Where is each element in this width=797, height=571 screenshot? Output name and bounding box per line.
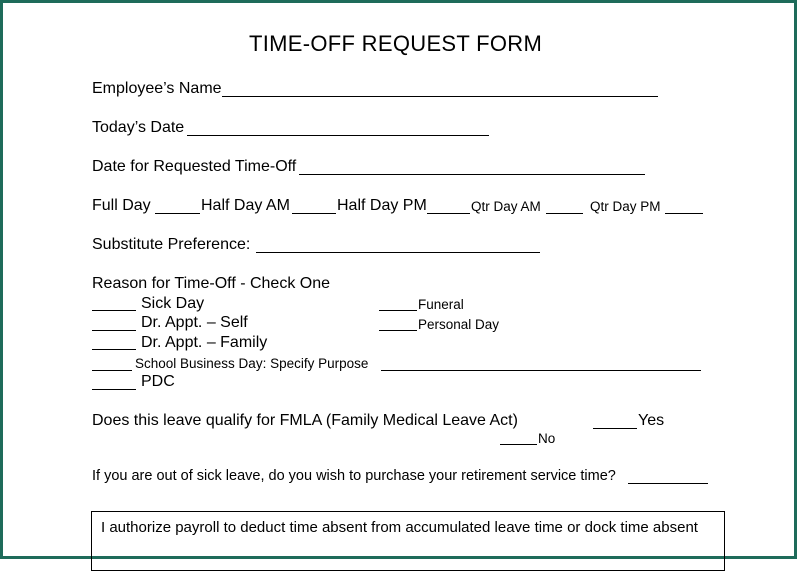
sick-day-label: Sick Day bbox=[141, 295, 205, 312]
requested-date-field[interactable] bbox=[299, 159, 645, 175]
full-day-label: Full Day bbox=[92, 197, 151, 214]
school-business-purpose-field[interactable] bbox=[381, 355, 701, 371]
funeral-label: Funeral bbox=[418, 297, 464, 312]
school-business-checkbox[interactable] bbox=[92, 355, 132, 371]
personal-day-label: Personal Day bbox=[418, 317, 500, 332]
todays-date-field[interactable] bbox=[187, 120, 489, 136]
employee-name-field[interactable] bbox=[222, 81, 658, 97]
half-day-pm-label: Half Day PM bbox=[337, 197, 427, 214]
substitute-label: Substitute Preference: bbox=[92, 236, 251, 253]
qtr-day-pm-field[interactable] bbox=[665, 198, 703, 214]
fmla-question: Does this leave qualify for FMLA (Family Medical Leave Act) bbox=[92, 412, 518, 429]
fmla-yes-checkbox[interactable] bbox=[593, 413, 637, 429]
pdc-checkbox[interactable] bbox=[92, 374, 136, 390]
sick-day-checkbox[interactable] bbox=[92, 295, 136, 311]
sick-leave-question: If you are out of sick leave, do you wish to purchase your retirement service time? bbox=[92, 468, 616, 484]
qtr-day-am-field[interactable] bbox=[546, 198, 583, 214]
half-day-am-field[interactable] bbox=[292, 198, 336, 214]
fmla-no-label: No bbox=[538, 431, 556, 446]
sick-leave-answer-field[interactable] bbox=[628, 468, 708, 484]
qtr-day-am-label: Qtr Day AM bbox=[471, 199, 541, 214]
qtr-day-pm-label: Qtr Day PM bbox=[590, 199, 661, 214]
half-day-pm-field[interactable] bbox=[427, 198, 470, 214]
authorization-text: I authorize payroll to deduct time absent from accumulated leave time or dock time absent bbox=[101, 519, 698, 536]
school-business-label: School Business Day: Specify Purpose bbox=[135, 356, 369, 371]
dr-appt-self-checkbox[interactable] bbox=[92, 315, 136, 331]
dr-appt-self-label: Dr. Appt. – Self bbox=[141, 314, 248, 331]
personal-day-checkbox[interactable] bbox=[379, 315, 417, 331]
fmla-yes-label: Yes bbox=[638, 412, 665, 429]
fmla-no-checkbox[interactable] bbox=[500, 429, 537, 445]
requested-date-label: Date for Requested Time-Off bbox=[92, 158, 297, 175]
dr-appt-family-label: Dr. Appt. – Family bbox=[141, 334, 268, 351]
page-title: TIME-OFF REQUEST FORM bbox=[249, 31, 543, 56]
funeral-checkbox[interactable] bbox=[379, 295, 417, 311]
full-day-field[interactable] bbox=[155, 198, 200, 214]
employee-name-label: Employee’s Name bbox=[92, 80, 222, 97]
reason-heading: Reason for Time-Off - Check One bbox=[92, 275, 331, 292]
half-day-am-label: Half Day AM bbox=[201, 197, 290, 214]
todays-date-label: Today’s Date bbox=[92, 119, 185, 136]
pdc-label: PDC bbox=[141, 373, 175, 390]
authorization-box bbox=[91, 511, 725, 571]
substitute-field[interactable] bbox=[256, 237, 540, 253]
dr-appt-family-checkbox[interactable] bbox=[92, 334, 136, 350]
